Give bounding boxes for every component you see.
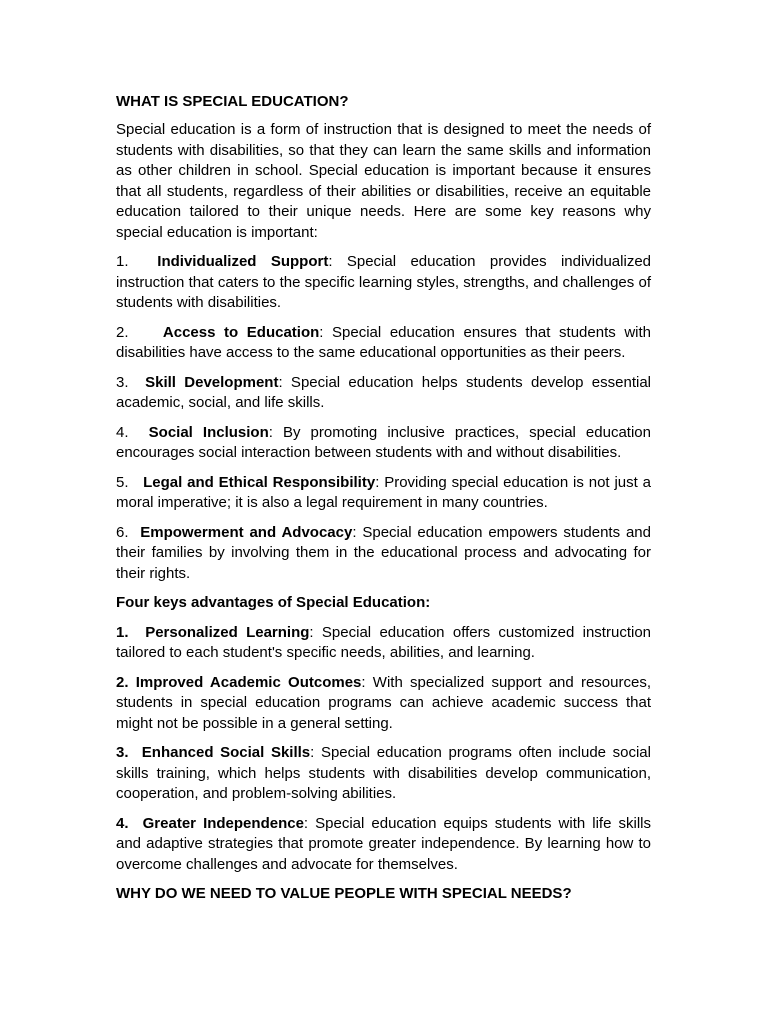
item-number: 3. [116, 373, 129, 391]
item-number: 6. [116, 523, 129, 541]
item-term: Enhanced Social Skills [141, 744, 311, 761]
item-term: Individualized Support [157, 253, 329, 270]
intro-paragraph: Special education is a form of instruction that is designed to meet the needs of students with disabilities, so that they can learn the same skills and information as other children in school. Special education is important because it ensures that all students, regardless of their abilities or disabilities, receive an equitable education tailored to their unique needs. Here are some key reasons why special education is important: [116, 121, 651, 241]
item-text: : Special education programs often include social skills training, which helps students with disabilities develop communication, cooperation, and problem-solving abilities. [116, 744, 651, 802]
document-page [116, 92, 651, 905]
item-text: : With specialized support and resources, students in special education programs can achieve academic success that might not be possible in a general setting. [116, 673, 651, 732]
item-number: 4. [116, 423, 129, 441]
page-title: WHAT IS SPECIAL EDUCATION? [116, 93, 349, 110]
advantages-list [116, 623, 651, 876]
item-term: Access to Education [162, 323, 320, 341]
list-item [116, 673, 651, 735]
item-number: 2. [116, 323, 129, 341]
reasons-list [116, 252, 651, 584]
list-item [116, 423, 651, 464]
item-text: : Special education provides individualized instruction that caters to the specific learning styles, strengths, and challenges of students with disabilities. [116, 253, 652, 311]
advantages-heading: Four keys advantages of Special Education: [116, 594, 431, 611]
item-text: : Special education helps students develop essential academic, social, and life skills. [116, 373, 651, 411]
list-item [116, 814, 651, 876]
list-item [116, 523, 651, 585]
item-text: : Special education empowers students and their families by involving them in the educational process and advocating for their rights. [116, 523, 651, 582]
item-number: 2. [116, 673, 129, 691]
item-text: : Special education offers customized instruction tailored to each student's specific needs, abilities, and learning. [116, 623, 651, 661]
item-text: : Special education ensures that students with disabilities have access to the same educational opportunities as their peers. [116, 323, 652, 361]
item-term: Skill Development [145, 373, 279, 391]
list-item [116, 623, 651, 664]
list-item [116, 252, 651, 314]
list-item [116, 373, 651, 414]
item-term: Legal and Ethical Responsibility [143, 473, 376, 491]
item-text: : By promoting inclusive practices, special education encourages social interaction between students with and without disabilities. [116, 423, 651, 461]
item-text: : Providing special education is not just a moral imperative; it is also a legal requirement in many countries. [116, 473, 651, 511]
item-number: 5. [116, 473, 129, 491]
item-text: : Special education equips students with life skills and adaptive strategies that promote greater independence. By learning how to overcome challenges and advocate for themselves. [116, 814, 651, 873]
item-term: Social Inclusion [148, 423, 269, 441]
item-term: Personalized Learning [145, 623, 310, 641]
list-item [116, 743, 651, 805]
item-number: 1. [116, 623, 129, 641]
item-number: 4. [116, 814, 129, 832]
item-term: Greater Independence [142, 814, 304, 832]
item-number: 1. [116, 253, 129, 270]
list-item [116, 473, 651, 514]
item-term: Empowerment and Advocacy [140, 523, 353, 541]
section-heading: WHY DO WE NEED TO VALUE PEOPLE WITH SPECIAL NEEDS? [116, 885, 572, 902]
list-item [116, 323, 651, 364]
item-term: Improved Academic Outcomes [135, 673, 362, 691]
item-number: 3. [116, 744, 129, 761]
